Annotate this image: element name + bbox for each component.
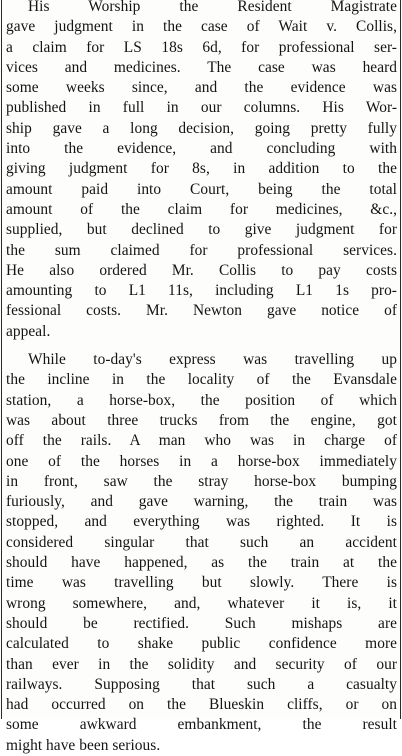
article-wait-v-collis [6, 0, 397, 342]
article-line: into the evidence, and concluding with [6, 140, 397, 158]
article-line: one of the horses in a horse-box immediately [6, 452, 397, 470]
article-line: giving judgment for 8s, in addition to the [6, 160, 397, 178]
article-line: time was travelling but slowly. There is [6, 574, 397, 592]
article-line: amounting to L1 11s, including L1 1s pro- [6, 282, 397, 300]
article-line: wrong somewhere, and, whatever it is, it [6, 594, 397, 612]
article-line: stopped, and everything was righted. It is [6, 513, 397, 531]
article-line: was about three trucks from the engine, got [6, 411, 397, 429]
column-rule-right [400, 0, 401, 719]
article-line: calculated to shake public confidence more [6, 635, 397, 653]
article-line: supplied, but declined to give judgment for [6, 221, 397, 239]
article-line: should have happened, as the train at the [6, 554, 397, 572]
article-line: published in full in our columns. His Wor- [6, 99, 397, 117]
article-line: vices and medicines. The case was heard [6, 58, 397, 76]
article-line: appeal. [6, 322, 51, 340]
newspaper-column [2, 0, 399, 756]
article-evansdale-horse-box [6, 350, 397, 756]
article-line: off the rails. A man who was in charge of [6, 432, 397, 450]
article-line: railways. Supposing that such a casualty [6, 675, 397, 693]
article-line: should be rectified. Such mishaps are [6, 614, 397, 632]
article-line: a claim for LS 18s 6d, for professional ser- [6, 38, 397, 56]
article-line: fessional costs. Mr. Newton gave notice of [6, 302, 397, 320]
article-line: He also ordered Mr. Collis to pay costs [6, 261, 397, 279]
article-line: amount of the claim for medicines, &c., [6, 200, 397, 218]
article-line: furiously, and gave warning, the train was [6, 493, 397, 511]
article-line: the incline in the locality of the Evansdale [6, 371, 397, 389]
article-line: some weeks since, and the evidence was [6, 79, 397, 97]
article-line: had occurred on the Blueskin cliffs, or on [6, 696, 397, 714]
article-line: might have been serious. [6, 736, 161, 754]
article-line: amount paid into Court, being the total [6, 180, 397, 198]
article-line: While to-day's express was travelling up [28, 351, 397, 369]
article-line: His Worship the Resident Magistrate [28, 0, 397, 15]
article-line: gave judgment in the case of Wait v. Collis, [6, 18, 397, 36]
article-line: in front, saw the stray horse-box bumping [6, 472, 397, 490]
article-line: station, a horse-box, the position of which [6, 391, 397, 409]
article-line: some awkward embankment, the result [6, 716, 397, 734]
article-line: considered singular that such an accident [6, 533, 397, 551]
article-line: than ever in the solidity and security of our [6, 655, 397, 673]
article-line: ship gave a long decision, going pretty fully [6, 119, 397, 137]
article-line: the sum claimed for professional services. [6, 241, 397, 259]
